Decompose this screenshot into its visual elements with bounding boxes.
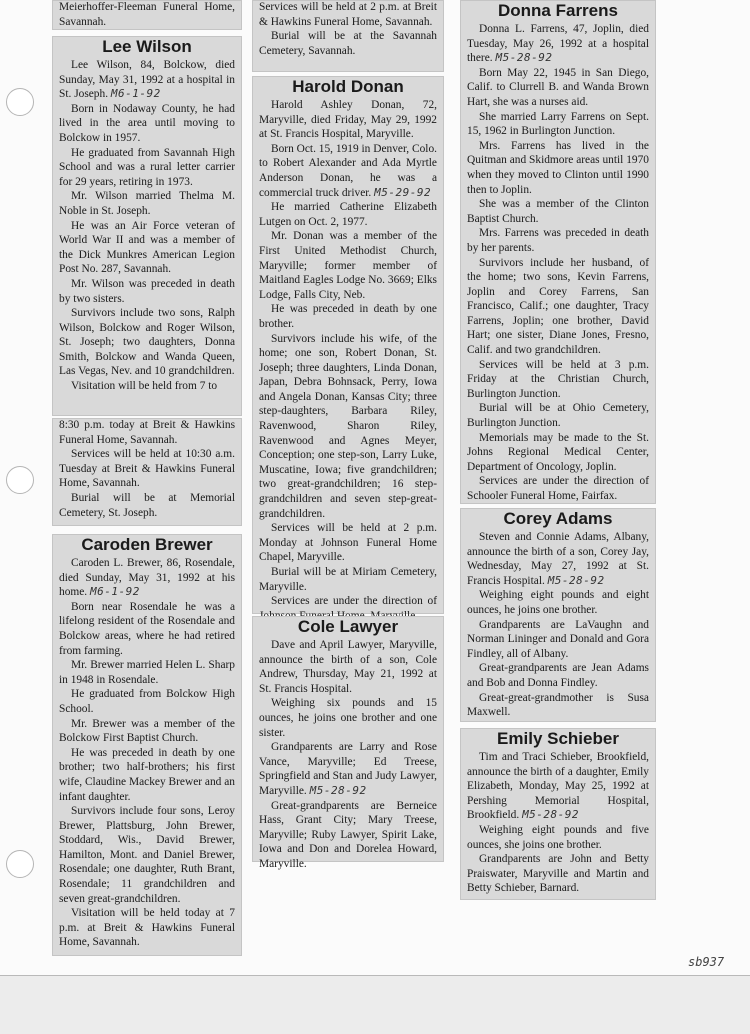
handwritten-date: M5-28-92 [547,573,605,587]
obituary-paragraph: Born May 22, 1945 in San Diego, Calif. to Clurrell B. and Wanda Brown Hart, she was a nurses aid. [467,66,649,108]
clipping-fragment-top [52,0,242,30]
handwritten-date: M5-28-92 [495,51,553,65]
obituary-paragraph: 8:30 p.m. today at Breit & Hawkins Funeral Home, Savannah. [59,419,235,446]
obituary-paragraph: Born Oct. 15, 1919 in Denver, Colo. to Robert Alexander and Ada Myrtle Anderson Donan, he was a commercial truck driver. M5-29-92 [259,142,437,199]
obituary-heading: Caroden Brewer [81,535,213,554]
obituary-paragraph: Mr. Donan was a member of the First United Methodist Church, Maryville; former member of Maitland Eagles Lodge No. 3669; Elks Lodge, Falls City, Neb. [259,230,437,301]
handwritten-date: M6-1-92 [110,87,161,101]
handwritten-date: M5-29-92 [374,185,432,199]
obituary-paragraph: Memorials may be made to the St. Johns Regional Medical Center, Department of Oncology, Joplin. [467,431,649,473]
announcement-paragraph: Great-grandparents are Jean Adams and Bob and Donna Findley. [467,662,649,689]
birth-announcement-corey-adams [460,508,656,722]
page-code-handwritten: sb937 [688,955,725,969]
obituary-paragraph: Survivors include two sons, Ralph Wilson, Bolckow and Roger Wilson, St. Joseph; two daughters, Donna Smith, Bolckow and Wanda Queen, Las Vegas, Nev. and 10 grandchildren. [59,307,235,378]
obituary-paragraph: Visitation will be held today at 7 p.m. at Breit & Hawkins Funeral Home, Savannah. [59,907,235,949]
fragment-text: Meierhoffer-Fleeman Funeral Home, Savannah. [59,1,235,28]
obituary-paragraph: Services are under the direction of [271,595,437,608]
obituary-donna-farrens [460,0,656,504]
punch-hole [6,466,34,494]
punch-hole [6,88,34,116]
clipping-fragment-top [252,0,444,72]
announcement-heading: Cole Lawyer [297,617,399,636]
obituary-caroden-brewer [52,534,242,956]
obituary-lee-wilson-part1 [52,36,242,416]
obituary-paragraph: Services will be held at 10:30 a.m. Tuesday at Breit & Hawkins Funeral Home, Savannah. [59,448,235,490]
obituary-paragraph: He graduated from Savannah High School and was a rural letter carrier for 29 years, retiring in 1973. [59,146,235,188]
obituary-paragraph: Mr. Wilson was preceded in death by two sisters. [59,277,235,305]
obituary-paragraph: He was an Air Force veteran of World War II and was a member of the Dick Munkres American Legion Post No. 287, Savannah. [59,219,235,276]
birth-announcement-cole-lawyer [252,616,444,870]
handwritten-date: M5-28-92 [309,783,367,797]
obituary-paragraph: Burial will be at Ohio Cemetery, Burlington Junction. [467,402,649,430]
fragment-text: Burial will be at the Savannah Cemetery, Savannah. [259,30,437,57]
announcement-paragraph: Weighing eight pounds and five ounces, she joins one brother. [467,823,649,851]
announcement-paragraph: Grandparents are John and Betty Praiswater, Maryville and Martin and Betty Schieber, Barnard. [467,853,649,895]
obituary-paragraph: Survivors include four sons, Leroy Brewer, Plattsburg, John Brewer, Stoddard, Wis., David Brewer, Hamilton, Mont. and Daniel Brewer, Rosendale; one daughter, Ruth Brant, Rosendale; 11 grandchildren and seven great-grandchildren. [59,805,235,905]
obituary-paragraph: Services are under the direction of Schooler Funeral Home, Fairfax. [467,475,649,502]
punch-hole [6,850,34,878]
obituary-paragraph: Mrs. Farrens was preceded in death by her parents. [467,227,649,254]
obituary-paragraph: Born near Rosendale he was a lifelong resident of the Rosendale and Bolckow areas, where he had retired from farming. [59,600,235,657]
obituary-paragraph: Mr. Brewer was a member of the Bolckow First Baptist Church. [59,717,235,745]
announcement-paragraph: Weighing eight pounds and eight ounces, he joins one brother. [467,589,649,616]
handwritten-date: M6-1-92 [90,585,140,599]
obituary-harold-donan [252,76,444,614]
obituary-paragraph: She married Larry Farrens on Sept. 15, 1962 in Burlington Junction. [467,110,649,138]
obituary-heading: Donna Farrens [498,1,618,20]
obituary-paragraph: She was a member of the Clinton Baptist Church. [467,198,649,225]
obituary-paragraph: Born in Nodaway County, he had lived in the area until moving to Bolckow in 1957. [59,102,235,144]
obituary-heading: Harold Donan [292,77,404,96]
announcement-paragraph: Great-grandparents are Berneice Hass, Grant City; Mary Treese, Maryville; Ruby Lawyer, Spirit Lake, Iowa and Don and Dorelea Howard, Maryville. [259,799,437,870]
announcement-paragraph: Dave and April Lawyer, Maryville, announce the birth of a son, Cole Andrew, Thursday, May 21, 1992 at St. Francis Hospital. [259,639,437,695]
announcement-heading: Corey Adams [503,509,613,528]
obituary-paragraph: Survivors include her husband, of the home; two sons, Kevin Farrens, Joplin and Corey Farrens, San Francisco, Calif.; one daughter, Tracy Farrens, Joplin; one brother, David Hart; one sister, Diane Jones, Fresno, Calif. and two grandchildren. [467,256,649,357]
obituary-paragraph: Services will be held at 3 p.m. Friday at the Christian Church, Burlington Junction. [467,358,649,400]
obituary-paragraph: Mr. Wilson married Thelma M. Noble in St. Joseph. [59,190,235,217]
fragment-text: Services will be held at 2 p.m. at Breit & Hawkins Funeral Home, Savannah. [259,1,437,28]
obituary-paragraph: Caroden L. Brewer, 86, Rosendale, died Sunday, May 31, 1992 at his home. M6-1-92 [59,557,235,599]
announcement-paragraph: Weighing six pounds and 15 ounces, he joins one brother and one sister. [259,697,437,739]
obituary-paragraph: He married Catherine Elizabeth Lutgen on Oct. 2, 1977. [259,201,437,228]
obituary-paragraph: Mr. Brewer married Helen L. Sharp in 1948 in Rosendale. [59,659,235,686]
announcement-paragraph: Great-great-grandmother is Susa Maxwell. [467,691,649,719]
obituary-paragraph: Burial will be at Miriam Cemetery, Maryville. [259,566,437,593]
obituary-paragraph: He graduated from Bolckow High School. [59,688,235,715]
announcement-paragraph: Grandparents are Larry and Rose Vance, Maryville; Ed Treese, Springfield and Stan and Judy Lawyer, Maryville. M5-28-92 [259,741,437,797]
obituary-paragraph: Visitation will be held from 7 to [71,380,218,393]
obituary-lee-wilson-part2 [52,418,242,526]
obituary-paragraph: He was preceded in death by one brother. [259,303,437,330]
obituary-paragraph: Burial will be at Memorial Cemetery, St. Joseph. [59,491,235,519]
obituary-paragraph: Services will be held at 2 p.m. Monday at Johnson Funeral Home Chapel, Maryville. [259,522,437,564]
obituary-paragraph: Lee Wilson, 84, Bolckow, died Sunday, May 31, 1992 at a hospital in St. Joseph. M6-1-92 [59,59,235,101]
obituary-heading: Lee Wilson [102,37,192,56]
announcement-paragraph: Steven and Connie Adams, Albany, announce the birth of a son, Corey Jay, Wednesday, May 27, 1992 at St. Francis Hospital. M5-28-92 [467,531,649,587]
announcement-paragraph: Grandparents are LaVaughn and Norman Lininger and Donald and Gora Findley, all of Albany. [467,618,649,660]
obituary-paragraph: He was preceded in death by one brother; two half-brothers; his first wife, Claudine Mackey Brewer and an infant daughter. [59,746,235,803]
announcement-paragraph: Tim and Traci Schieber, Brookfield, announce the birth of a daughter, Emily Elizabeth, Monday, May 25, 1992 at Pershing Memorial Hospital, Brookfield. M5-28-92 [467,751,649,822]
obituary-paragraph: Mrs. Farrens has lived in the Quitman and Skidmore areas until 1970 when they moved to Clinton until 1990 then to Joplin. [467,139,649,196]
obituary-paragraph: Survivors include his wife, of the home; one son, Robert Donan, St. Joseph; three daughters, Linda Donan, Japan, Debra Bohnsack, Perry, Iowa and Angela Donan, Kansas City; three step-daughters, Barbara Riley, Ravenwood, Sharon Riley, Ravenwood and Agnes Meyer, Conception; one step-son, Larry Luke, Muscatine, Iowa; five grandchildren; two great-grandchildren; 16 step-grandchildren and seven step-great-grandchildren. [259,332,437,520]
obituary-paragraph: Donna L. Farrens, 47, Joplin, died Tuesday, May 26, 1992 at a hospital there. M5-28-92 [467,23,649,65]
handwritten-date: M5-28-92 [522,808,580,822]
announcement-heading: Emily Schieber [497,729,619,748]
scan-bottom-edge [0,975,750,1034]
obituary-paragraph: Harold Ashley Donan, 72, Maryville, died Friday, May 29, 1992 at St. Francis Hospital, Maryville. [259,99,437,141]
birth-announcement-emily-schieber [460,728,656,900]
